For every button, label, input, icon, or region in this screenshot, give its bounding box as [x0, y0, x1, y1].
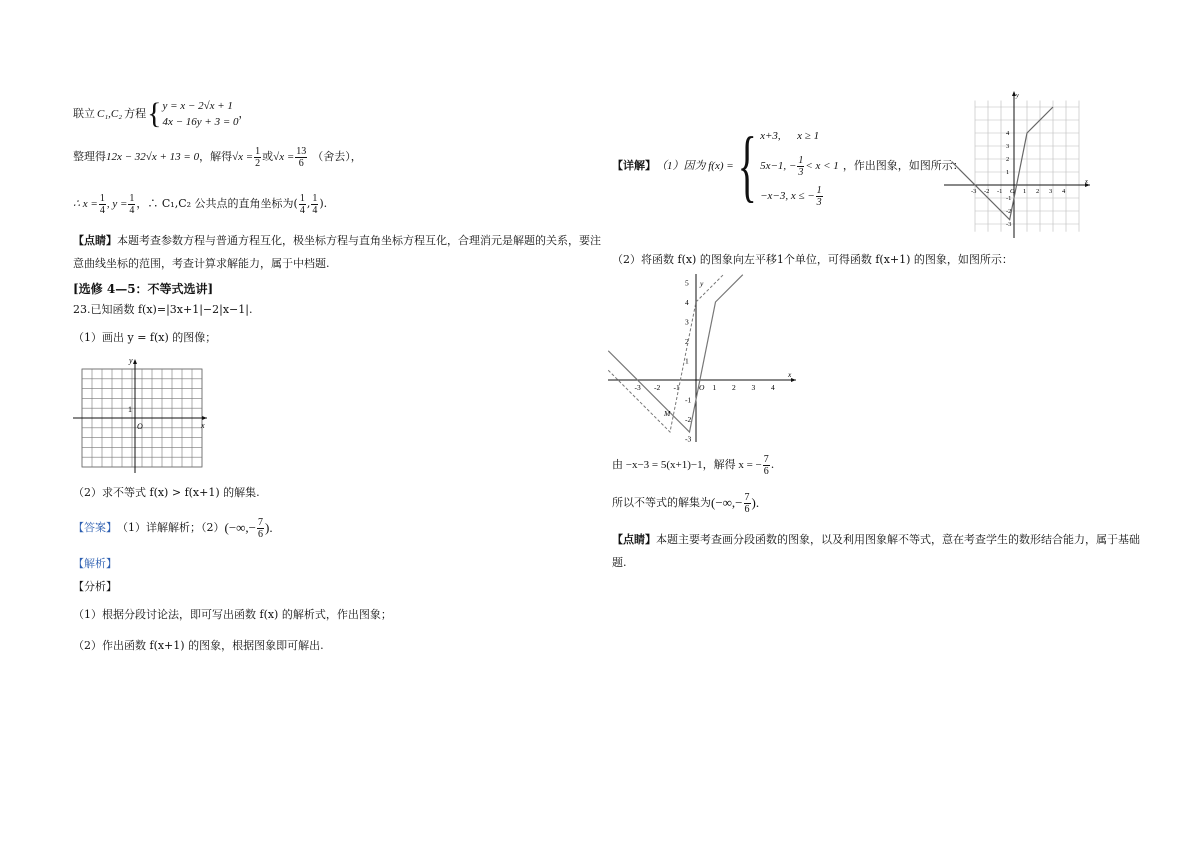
interval: (−∞,− [711, 495, 743, 510]
analysis-heading: 【分析】 [73, 580, 117, 593]
numerator: 1 [129, 192, 135, 204]
x-tick-label: 3 [1049, 188, 1053, 195]
case-text: −x−3, x ≤ − [760, 190, 815, 202]
y-tick-label: -1 [1006, 195, 1012, 202]
numerator: 1 [312, 192, 318, 204]
detail-line [612, 118, 964, 214]
numerator: 1 [816, 184, 822, 196]
answer-line [73, 512, 273, 544]
fraction [257, 517, 264, 540]
y-tick-label: 2 [1006, 156, 1010, 163]
denominator: 3 [816, 196, 822, 208]
text: 所以不等式的解集为 [612, 496, 711, 509]
fraction [744, 492, 751, 515]
shift-text: （2）将函数 f(x) 的图象向左平移1个单位，可得函数 f(x+1) 的图象，如图所示： [612, 253, 1013, 266]
text: （舍去）， [312, 150, 362, 163]
interval: (−∞,− [224, 520, 257, 535]
system-equations [162, 98, 238, 130]
function-curve [952, 107, 1053, 220]
comment-label: 【点睛】 [73, 234, 117, 247]
y-tick-label: -1 [685, 395, 692, 405]
analysis-step-2: （2）作出函数 f(x+1) 的图象，根据图象即可解出. [73, 639, 324, 652]
denominator: 4 [129, 204, 135, 216]
y-tick-label: 5 [685, 278, 689, 288]
y-tick-label: 3 [685, 317, 689, 327]
y-axis-arrow [133, 359, 137, 364]
x-tick-label: 4 [771, 383, 775, 392]
y-tick-label: -2 [685, 415, 692, 424]
text: . [770, 458, 775, 471]
text: 由 −x−3 = 5(x+1)−1，解得 x = − [612, 459, 762, 471]
math: ∴ x = [73, 198, 98, 210]
y-axis-label: y [129, 356, 133, 365]
answer-text: （1）详解解析；（2） [117, 521, 225, 534]
fraction [311, 193, 318, 216]
denominator: 4 [312, 204, 318, 216]
x-tick-label: -3 [971, 188, 977, 195]
blank-grid [73, 355, 209, 475]
case-text: 5x−1, − [760, 160, 797, 172]
x-axis-label: x [201, 421, 205, 430]
system-line [73, 96, 250, 132]
y-tick-label: -3 [685, 434, 692, 444]
y-tick-label: 4 [685, 298, 689, 307]
denominator: 4 [99, 204, 105, 216]
function-graph-1 [944, 90, 1092, 240]
denominator: 6 [744, 503, 750, 515]
x-tick-label: 4 [1062, 188, 1066, 195]
y-tick-label: 2 [685, 337, 689, 346]
numerator: 1 [299, 192, 305, 204]
answer-label: 【答案】 [73, 521, 117, 534]
x-axis-label: x [788, 370, 792, 379]
fraction [99, 193, 106, 216]
x-tick-label: O [1010, 188, 1015, 195]
equation: y = x − 2√x + 1 [162, 100, 233, 112]
y-tick-label: 1 [1006, 169, 1010, 176]
numerator: 1 [99, 192, 105, 204]
denominator: 6 [763, 465, 769, 477]
x-axis-arrow [202, 416, 207, 420]
case [760, 151, 839, 181]
analysis-step-1: （1）根据分段讨论法，即可写出函数 f(x) 的解析式，作出图象； [73, 608, 392, 621]
text: ，∴ C₁,C₂ 公共点的直角坐标为( [136, 197, 298, 210]
fraction [295, 146, 307, 169]
comment-block-2 [612, 533, 1140, 547]
text: 方程 [124, 107, 147, 120]
detail-after: ，作出图象，如图所示： [842, 159, 964, 172]
math: √x = [273, 151, 295, 163]
point-m-label: M [664, 409, 671, 418]
tick-label: 1 [128, 405, 132, 414]
question-2: （2）求不等式 f(x) > f(x+1) 的解集. [73, 486, 260, 499]
y-tick-label: 4 [1006, 130, 1010, 137]
coordinate-line [73, 189, 327, 219]
denominator: 4 [299, 204, 305, 216]
text: 联立 [73, 107, 95, 120]
interval: ). [265, 520, 273, 535]
system-brace: { [147, 97, 162, 130]
text: , [306, 197, 311, 210]
result-line [612, 488, 759, 518]
detail-label: 【详解】 [612, 159, 656, 172]
solve-equation-line [612, 450, 774, 480]
y-tick-label: 1 [685, 356, 689, 366]
y-axis-label: y [700, 279, 704, 288]
fraction [299, 193, 306, 216]
comment-block [73, 234, 601, 248]
math: √x = [232, 151, 254, 163]
x-tick-label: 2 [1036, 188, 1040, 195]
text: ). [319, 197, 328, 210]
x-axis-label: x [1085, 178, 1088, 185]
numerator: 1 [798, 154, 804, 166]
text: 或 [262, 150, 274, 163]
x-tick-label: 1 [712, 383, 717, 392]
fraction [816, 185, 823, 208]
y-tick-label: -3 [1006, 221, 1012, 228]
text: 整理得 [73, 150, 106, 163]
x-tick-label: -1 [997, 188, 1003, 195]
y-tick-label: 3 [1006, 143, 1010, 150]
x-tick-label: -3 [634, 383, 641, 392]
x-tick-label: -1 [673, 383, 680, 392]
math: C₁,C₂ [97, 108, 123, 120]
function-graph-2 [608, 272, 798, 444]
text: ，解得 [199, 150, 233, 163]
x-tick-label: 3 [751, 383, 756, 392]
denominator: 6 [298, 157, 304, 169]
equation: 4x − 16y + 3 = 0 [162, 116, 239, 128]
numerator: 7 [763, 453, 769, 465]
x-tick-label: 1 [1023, 188, 1027, 195]
fraction [763, 454, 770, 477]
y-axis-label: y [1016, 92, 1019, 99]
solve-line [73, 142, 362, 172]
interval: ). [751, 495, 760, 510]
x-axis-arrow [791, 378, 796, 382]
case: x+3, x ≥ 1 [760, 130, 820, 142]
numerator: 13 [296, 145, 307, 157]
piecewise-cases [760, 121, 839, 211]
question-1: （1）画出 y = f(x) 的图像； [73, 331, 217, 344]
numerator: 7 [744, 491, 750, 503]
x-tick-label: -2 [984, 188, 990, 195]
problem-statement: 23.已知函数 f(x)=|3x+1|−2|x−1|. [73, 303, 253, 316]
x-tick-label: 2 [732, 383, 736, 392]
fraction [128, 193, 135, 216]
comment-text-line2: 意曲线坐标的范围，考查计算求解能力，属于中档题. [73, 257, 330, 270]
section-title: [选修 4—5：不等式选讲] [73, 282, 214, 296]
comment-label: 【点睛】 [612, 533, 656, 546]
fraction [254, 146, 261, 169]
equation: 12x − 32√x + 13 = 0 [106, 151, 200, 163]
origin-label: O [137, 422, 143, 431]
denominator: 6 [258, 528, 264, 540]
denominator: 2 [255, 157, 261, 169]
x-tick-label: O [699, 383, 705, 392]
denominator: 3 [798, 166, 804, 178]
analysis-label: 【解析】 [73, 557, 117, 570]
x-tick-label: -2 [654, 383, 661, 392]
fraction [797, 155, 804, 178]
curve-f [608, 275, 743, 432]
comment-text: 本题主要考查画分段函数的图象，以及利用图象解不等式，意在考查学生的数形结合能力，属于基础 [656, 533, 1140, 546]
numerator: 1 [255, 145, 261, 157]
case-text: < x < 1 [805, 160, 839, 172]
comment-text-line2: 题. [612, 556, 627, 569]
text: ， [238, 107, 250, 120]
math: , y = [106, 198, 128, 210]
y-tick-label: -2 [1006, 208, 1012, 215]
numerator: 7 [258, 516, 264, 528]
detail-text: （1）因为 f(x) = [656, 160, 734, 172]
piecewise-brace: { [737, 122, 757, 210]
case [760, 181, 839, 211]
comment-text: 本题考查参数方程与普通方程互化，极坐标方程与直角坐标方程互化，合理消元是解题的关系，要注 [117, 234, 601, 247]
